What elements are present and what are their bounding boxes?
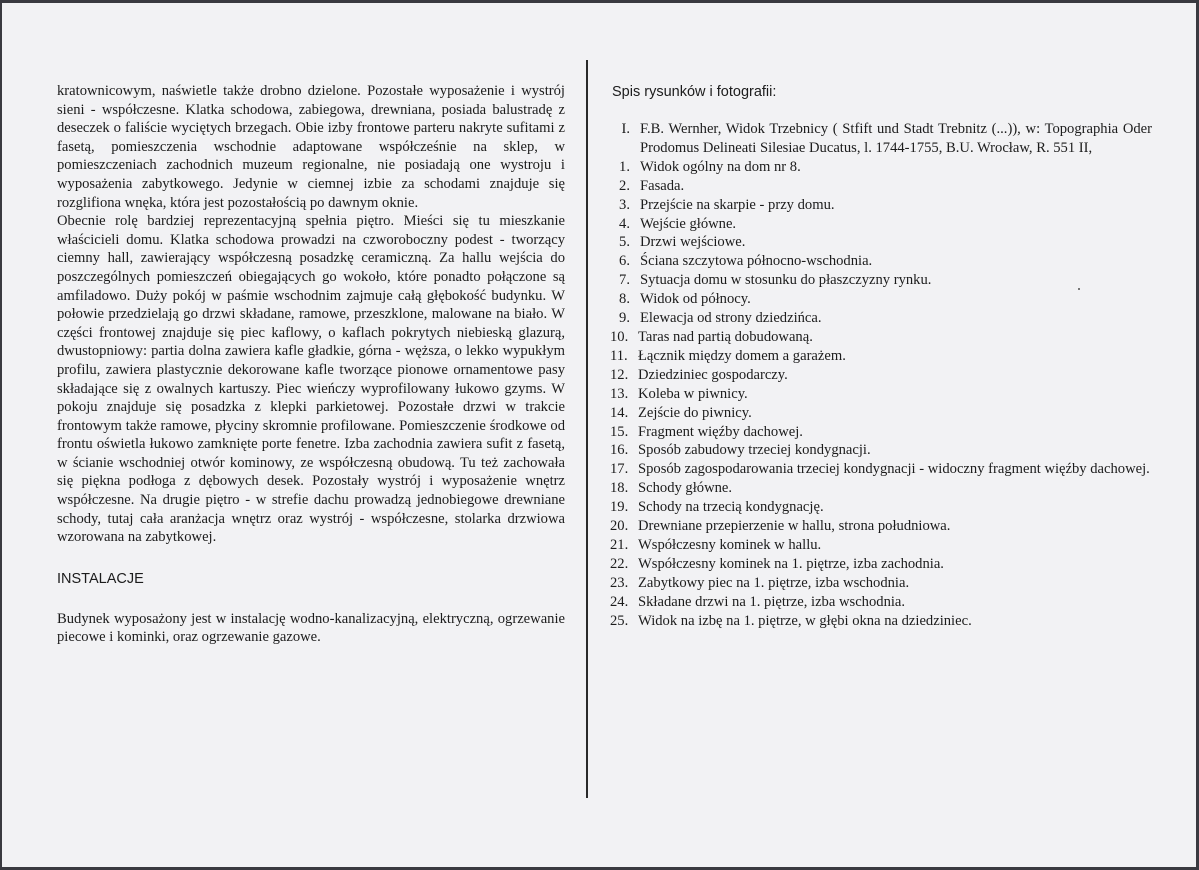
list-item-text: Schody na trzecią kondygnację. — [638, 499, 824, 516]
list-item — [612, 612, 1152, 631]
list-item-number: 24. — [610, 593, 629, 610]
list-item-text: Widok od północy. — [640, 291, 751, 308]
paragraph-ground-floor: kratownicowym, naświetle także drobno dzielone. Pozostałe wyposażenie i wystrój sieni - współczesne. Klatka schodowa, zabiegowa, drewniana, posiada balustradę z deseczek o faliście wyciętych brzegach. Obie izby frontowe parteru nakryte sufitami z fasetą, pomieszczenia wschodnie adaptowane współcześnie na sklep, w pomieszczeniach zachodnich muzeum regionalne, nie posiadają one wystroju i wyposażenia zabytkowego. Jedynie w ciemnej izbie za schodami znajduje się rozglifiona wnęka, która jest pozostałością po dawnym oknie. — [57, 83, 565, 211]
list-item-text: Fasada. — [640, 177, 685, 194]
list-item-text: Przejście na skarpie - przy domu. — [640, 196, 835, 213]
list-item-text: Współczesny kominek na 1. piętrze, izba zachodnia. — [638, 555, 944, 572]
list-item-text: Zabytkowy piec na 1. piętrze, izba wschodnia. — [638, 574, 910, 591]
list-item-text: Zejście do piwnicy. — [638, 404, 752, 421]
list-item-text: Drewniane przepierzenie w hallu, strona południowa. — [638, 518, 951, 535]
list-item-number: 17. — [610, 461, 629, 478]
list-item-text: Elewacja od strony dziedzińca. — [640, 310, 822, 327]
list-item-number: 23. — [610, 574, 629, 591]
list-item — [612, 441, 1152, 460]
list-item-marker: I. — [621, 121, 630, 137]
list-item-text: Składane drzwi na 1. piętrze, izba wschodnia. — [638, 593, 906, 610]
list-item-number: 2. — [619, 177, 630, 194]
list-item — [612, 158, 1152, 177]
list-item — [612, 177, 1152, 196]
list-item-text: Dziedziniec gospodarczy. — [638, 366, 788, 383]
list-item-number: 3. — [619, 196, 630, 213]
list-item-text: Współczesny kominek w hallu. — [638, 536, 822, 553]
list-item-number: 7. — [619, 272, 630, 289]
list-item — [612, 479, 1152, 498]
list-item — [612, 498, 1152, 517]
list-item — [612, 593, 1152, 612]
document-page — [2, 3, 1196, 867]
list-item — [612, 536, 1152, 555]
list-item-number: 10. — [610, 328, 629, 345]
list-item-number: 22. — [610, 555, 629, 572]
list-item-text: Wejście główne. — [640, 215, 737, 232]
list-item-number: 18. — [610, 480, 629, 497]
list-item-text: Schody główne. — [638, 480, 733, 497]
list-item-text: Sposób zabudowy trzeciej kondygnacji. — [638, 442, 871, 459]
list-item — [612, 309, 1152, 328]
list-item — [612, 517, 1152, 536]
list-item-text: Koleba w piwnicy. — [638, 385, 748, 402]
paragraph-first-floor: Obecnie rolę bardziej reprezentacyjną spełnia piętro. Mieści się tu mieszkanie właścicieli domu. Klatka schodowa prowadzi na czworoboczny podest - tworzący ciemny hall, zawierający współczesną posadzkę ceramiczną. Za hallu wejścia do poszczególnych pomieszczeń obiegających go wokoło, które ponadto połączone są amfiladowo. Duży pokój w paśmie wschodnim zajmuje całą głębokość budynku. W połowie przedzielają go drzwi składane, ramowe, przeszklone, malowane na biało. W części frontowej znajduje się piec kaflowy, o kaflach pokrytych niebieską glazurą, dwustopniowy: partia dolna zawiera kafle gładkie, górna - węższa, o lekko wypukłym profilu, zawiera plastycznie dekorowane kafle tworzące pionowe ornamentowe pasy składające się z owalnych kartuszy. Piec wieńczy wyprofilowany łukowo gzyms. W pokoju znajduje się posadzka z klepki parkietowej. Pozostałe drzwi w trakcie frontowym także ramowe, płyciny skromnie profilowane. Pomieszczenie środkowe od frontu oświetla łukowo zamknięte porte fenetre. Izba zachodnia zawiera sufit z fasetą, w ścianie wschodniej otwór kominowy, ze współczesną obudową. Tu też zachowała się piękna podłoga z dębowych desek. Pozostały wystrój i wyposażenie wnętrz współczesne. Na drugie piętro - w strefie dachu prowadzą jednobiegowe drewniane schody, tutaj cała aranżacja wnętrz oraz wystrój - współczesne, stolarka drzwiowa wzorowana na zabytkowej. — [57, 213, 565, 546]
section-body-instalacje: Budynek wyposażony jest w instalację wodno-kanalizacyjną, elektryczną, ogrzewanie piecowe i kominki, oraz ogrzewanie gazowe. — [57, 610, 565, 646]
list-item-number: 8. — [619, 291, 630, 308]
list-item-text: Sposób zagospodarowania trzeciej kondygnacji - widoczny fragment więźby dachowej. — [638, 461, 1150, 478]
list-item — [612, 328, 1152, 347]
list-item-number: 4. — [619, 215, 630, 232]
list-item-number: 16. — [610, 442, 629, 459]
list-item — [612, 423, 1152, 442]
figures-list-heading: Spis rysunków i fotografii: — [612, 84, 777, 100]
list-item-text: Widok ogólny na dom nr 8. — [640, 158, 801, 175]
section-heading-instalacje: INSTALACJE — [57, 570, 144, 587]
list-item-number: 5. — [619, 234, 630, 251]
list-item-number: 14. — [610, 404, 629, 421]
scan-speck — [1078, 288, 1080, 290]
list-item-number: 9. — [619, 310, 630, 327]
list-item — [612, 366, 1152, 385]
list-item — [612, 252, 1152, 271]
list-item — [612, 555, 1152, 574]
list-item-text: Fragment więźby dachowej. — [638, 423, 803, 440]
column-divider — [586, 60, 588, 798]
list-item-text: F.B. Wernher, Widok Trzebnicy ( Stfift und Stadt Trebnitz (...)), w: Topographia Oder Prodomus Delineati Silesiae Ducatus, l. 1744-1755, B.U. Wrocław, R. 551 II, — [640, 121, 1152, 156]
list-item — [612, 574, 1152, 593]
list-item-text: Taras nad partią dobudowaną. — [638, 328, 813, 345]
list-item-number: 1. — [619, 158, 630, 175]
list-item-text: Widok na izbę na 1. piętrze, w głębi okna na dziedziniec. — [638, 612, 972, 629]
list-item-number: 19. — [610, 499, 629, 516]
list-item — [612, 460, 1152, 479]
list-item-roman — [612, 120, 1152, 158]
list-item — [612, 271, 1152, 290]
list-item-number: 15. — [610, 423, 629, 440]
list-item-text: Drzwi wejściowe. — [640, 234, 746, 251]
list-item-text: Sytuacja domu w stosunku do płaszczyzny rynku. — [640, 272, 932, 289]
figures-list — [612, 120, 1152, 630]
list-item-number: 25. — [610, 612, 629, 629]
list-item-number: 13. — [610, 385, 629, 402]
list-item — [612, 385, 1152, 404]
list-item — [612, 347, 1152, 366]
right-column — [612, 82, 1152, 630]
list-item-number: 20. — [610, 518, 629, 535]
list-item-number: 6. — [619, 253, 630, 270]
list-item — [612, 233, 1152, 252]
list-item — [612, 215, 1152, 234]
list-item — [612, 196, 1152, 215]
list-item-text: Łącznik między domem a garażem. — [638, 347, 846, 364]
list-item-number: 11. — [610, 347, 628, 364]
left-column — [57, 82, 565, 647]
list-item — [612, 404, 1152, 423]
list-item — [612, 290, 1152, 309]
list-item-number: 21. — [610, 536, 629, 553]
list-item-text: Ściana szczytowa północno-wschodnia. — [640, 253, 873, 270]
list-item-number: 12. — [610, 366, 629, 383]
